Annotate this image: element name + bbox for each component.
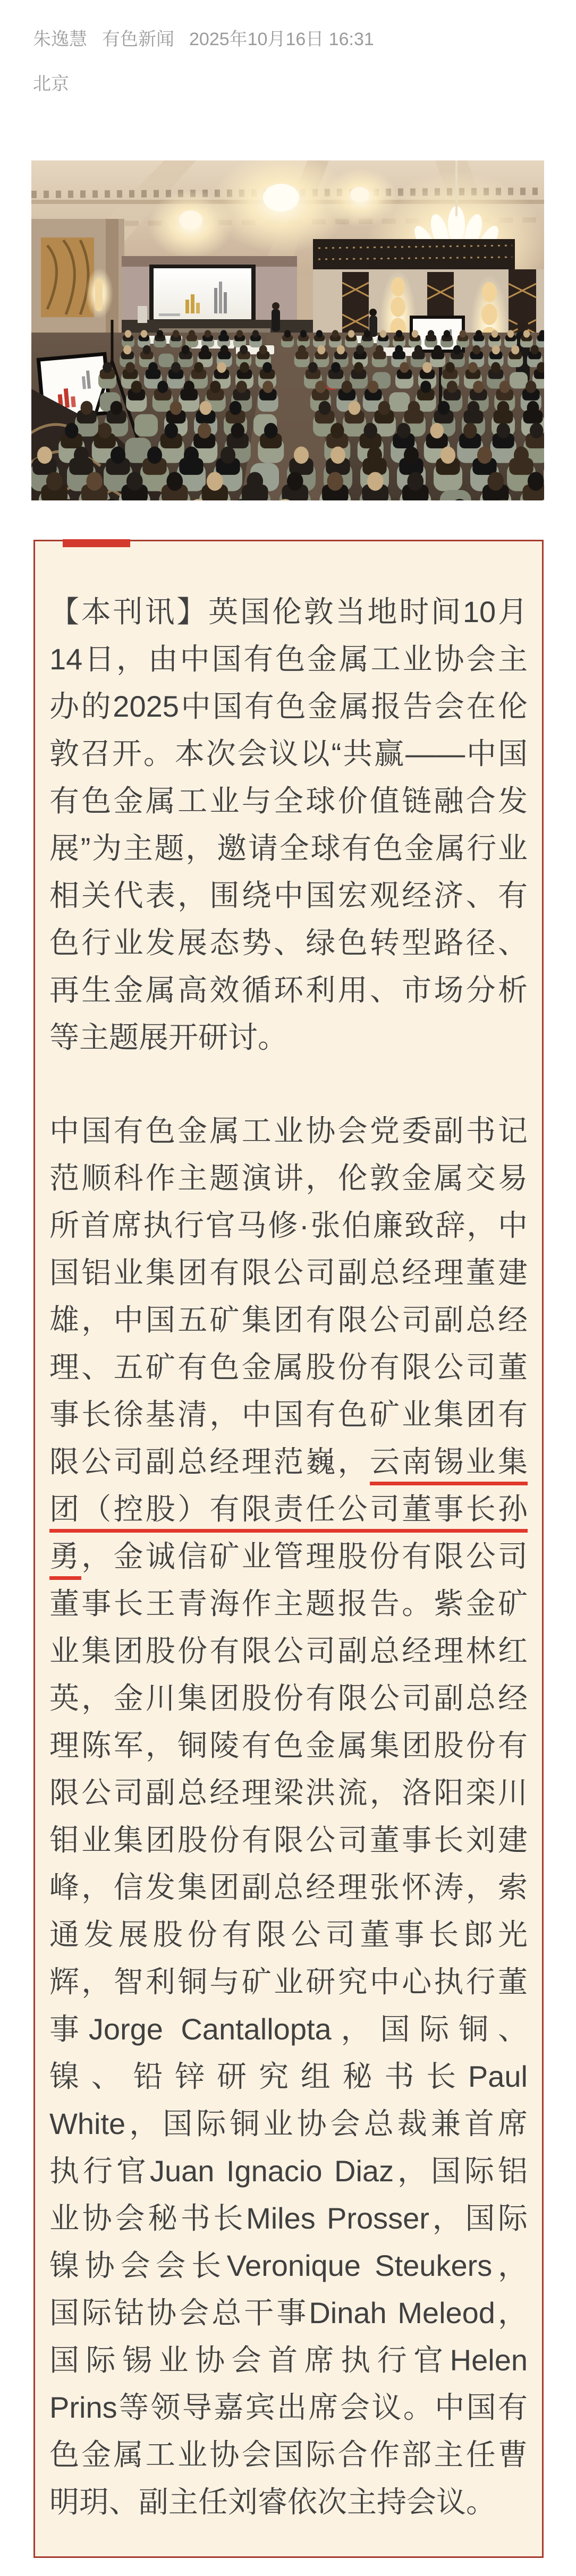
conference-photo-art <box>31 160 544 500</box>
article-line <box>49 777 528 824</box>
header-meta <box>33 27 374 97</box>
article-line <box>49 1816 528 1864</box>
text-segment: 【本刊讯】英国伦敦当地时间10月 <box>49 595 528 628</box>
article-paragraph <box>49 1107 528 2526</box>
publish-datetime: 2025年10月16日 16:31 <box>189 29 374 49</box>
account-name[interactable]: 有色新闻 <box>102 29 174 49</box>
text-segment: 通发展股份有限公司董事长郎光 <box>49 1918 528 1951</box>
article-line <box>49 1107 528 1154</box>
article-line <box>49 872 528 919</box>
text-segment: 色行业发展态势、绿色转型路径、 <box>49 926 528 959</box>
article-line <box>49 635 528 683</box>
text-segment: 展”为主题，邀请全球有色金属行业 <box>49 831 528 865</box>
text-segment: 所首席执行官马修·张伯廉致辞，中 <box>49 1209 528 1242</box>
text-segment: 雄，中国五矿集团有限公司副总经 <box>49 1303 528 1337</box>
article-line <box>49 2289 528 2336</box>
text-segment: 中国有色金属工业协会党委副书记 <box>49 1114 528 1147</box>
text-segment: 国际钴协会总干事Dinah Meleod， <box>49 2296 528 2330</box>
article-line <box>49 1202 528 1249</box>
article-line <box>49 1344 528 1391</box>
text-segment: 执行官Juan Ignacio Diaz，国际铝 <box>49 2154 528 2188</box>
article-line <box>49 1627 528 1674</box>
article-paragraph <box>49 588 528 1061</box>
article-line <box>49 1391 528 1438</box>
text-segment: 敦召开。本次会议以“共赢——中国 <box>49 737 528 770</box>
text-segment: 业协会秘书长Miles Prosser，国际 <box>49 2201 528 2235</box>
article-line <box>49 2147 528 2195</box>
text-segment: 英，金川集团股份有限公司副总经 <box>49 1681 528 1715</box>
article-line <box>49 1722 528 1769</box>
article-line <box>49 1864 528 1911</box>
text-segment: 事长徐基清，中国有色矿业集团有 <box>49 1398 528 1431</box>
article-line <box>49 1296 528 1344</box>
article-line <box>49 2431 528 2478</box>
article-line <box>49 1438 528 1485</box>
text-segment: 办的2025中国有色金属报告会在伦 <box>49 690 528 723</box>
article-line <box>49 1674 528 1722</box>
text-segment: 限公司副总经理范巍， <box>49 1445 370 1478</box>
meta-line-1 <box>33 27 374 52</box>
article-line <box>49 1533 528 1580</box>
text-segment: 辉，智利铜与矿业研究中心执行董 <box>49 1965 528 1999</box>
article-line <box>49 1014 528 1061</box>
text-segment: 理陈军，铜陵有色金属集团股份有 <box>49 1729 528 1762</box>
article-body <box>49 588 528 2526</box>
article-line <box>49 2100 528 2147</box>
article-card <box>33 540 544 2558</box>
accent-bar <box>63 539 130 547</box>
article-line <box>49 966 528 1014</box>
article-line <box>49 588 528 635</box>
text-segment: 业集团股份有限公司副总经理林红 <box>49 1634 528 1668</box>
text-segment: 相关代表，围绕中国宏观经济、有 <box>49 879 528 912</box>
text-segment: 理、五矿有色金属股份有限公司董 <box>49 1350 528 1384</box>
article-line <box>49 824 528 872</box>
text-segment: 范顺科作主题演讲，伦敦金属交易 <box>49 1161 528 1195</box>
article-line <box>49 1249 528 1296</box>
text-segment: Prins等领导嘉宾出席会议。中国有 <box>49 2391 528 2424</box>
publish-location: 北京 <box>33 74 69 94</box>
red-underline-text: 云南锡业集 <box>370 1445 528 1485</box>
text-segment: 峰，信发集团副总经理张怀涛，索 <box>49 1871 528 1904</box>
meta-line-2 <box>33 71 374 97</box>
text-segment: White，国际铜业协会总裁兼首席 <box>49 2107 528 2140</box>
article-line <box>49 2195 528 2242</box>
text-segment: 镍、铅锌研究组秘书长Paul <box>49 2060 528 2093</box>
conference-photo[interactable] <box>31 160 544 500</box>
article-line <box>49 2478 528 2526</box>
article-line <box>49 1580 528 1627</box>
text-segment: 等主题展开研讨。 <box>49 1021 287 1054</box>
article-line <box>49 1769 528 1816</box>
article-line <box>49 1485 528 1533</box>
author-name[interactable]: 朱逸慧 <box>33 29 87 49</box>
text-segment: 再生金属高效循环利用、市场分析 <box>49 973 528 1007</box>
red-underline-text: 勇 <box>49 1540 81 1580</box>
text-segment: 镍协会会长Veronique Steukers， <box>49 2249 528 2282</box>
article-line <box>49 1958 528 2005</box>
text-segment: 钼业集团股份有限公司董事长刘建 <box>49 1823 528 1857</box>
red-underline-text: 团（控股）有限责任公司董事长孙 <box>49 1492 528 1533</box>
text-segment: 事Jorge Cantallopta，国际铜、 <box>49 2012 528 2046</box>
text-segment: 色金属工业协会国际合作部主任曹 <box>49 2438 528 2471</box>
text-segment: 国铝业集团有限公司副总经理董建 <box>49 1256 528 1289</box>
text-segment: 明玥、副主任刘睿依次主持会议。 <box>49 2485 496 2519</box>
text-segment: 限公司副总经理梁洪流，洛阳栾川 <box>49 1776 528 1809</box>
text-segment: 国际锡业协会首席执行官Helen <box>49 2343 528 2377</box>
article-line <box>49 2053 528 2100</box>
article-line <box>49 1911 528 1958</box>
text-segment: 有色金属工业与全球价值链融合发 <box>49 784 528 818</box>
text-segment: 董事长王青海作主题报告。紫金矿 <box>49 1587 528 1620</box>
article-line <box>49 919 528 966</box>
article-line <box>49 730 528 777</box>
text-segment: ，金诚信矿业管理股份有限公司 <box>81 1540 528 1573</box>
text-segment: 14日，由中国有色金属工业协会主 <box>49 642 528 676</box>
article-line <box>49 2336 528 2384</box>
article-line <box>49 2005 528 2053</box>
article-line <box>49 2242 528 2289</box>
article-line <box>49 2384 528 2431</box>
article-line <box>49 1154 528 1202</box>
article-line <box>49 683 528 730</box>
